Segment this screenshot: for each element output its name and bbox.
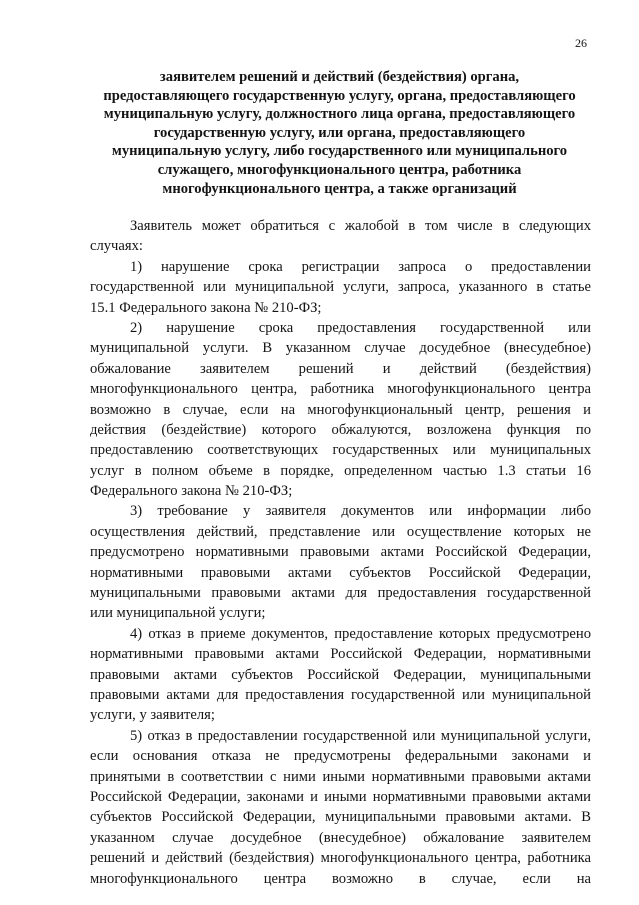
document-body [90,216,591,889]
heading-line: муниципальную услугу, либо государственного или муниципального [111,143,568,160]
list-item-4 [90,624,591,726]
text-line: или муниципальной услуги; [90,605,266,622]
heading-line: служащего, многофункционального центра, работника [157,161,522,178]
text-line: нормативными правовыми актами субъектов Российской Федерации, [90,564,591,581]
text-line: 5) отказ в предоставлении государственной или муниципальной услуги, [130,727,591,744]
text-line: случаях: [90,238,143,255]
text-line: услуги, у заявителя; [90,707,215,724]
list-item-2 [90,318,591,502]
list-item-5 [90,726,591,889]
text-line: принятыми в соответствии с ними иными нормативными правовыми актами [90,768,591,785]
section-heading [88,68,591,198]
text-line: правовыми актами для предоставления государственной или муниципальной [90,686,591,703]
text-line: осуществления действий, представление или осуществление которых не [90,523,591,540]
heading-line: предоставляющего государственную услугу, органа, предоставляющего [103,87,576,104]
text-line: возможно в случае, если на многофункциональный центр, решения и [90,401,591,418]
intro-paragraph [90,216,591,257]
text-line: многофункционального центра возможно в случае, если на [90,870,591,887]
heading-line: государственную услугу, или органа, предоставляющего [153,124,526,141]
heading-line: многофункционального центра, а также организаций [162,180,517,197]
list-item-3 [90,501,591,623]
text-line: Федерального закона № 210-ФЗ; [90,483,293,500]
text-line: предусмотрено нормативными правовыми актами Российской Федерации, [90,544,591,561]
text-line: Заявитель может обратиться с жалобой в том числе в следующих [130,218,591,234]
text-line: указанном случае досудебное (внесудебное) обжалование заявителем [90,829,591,846]
text-line: муниципальной услуги. В указанном случае досудебное (внесудебное) [90,340,591,357]
text-line: действия (бездействие) которого обжалуются, возложена функция по [90,421,591,438]
text-line: 4) отказ в приеме документов, предоставление которых предусмотрено [130,625,591,642]
text-line: субъектов Российской Федерации, муниципальными правовыми актами. В [90,809,591,826]
text-line: предоставлению соответствующих государственных или муниципальных [90,442,591,459]
text-line: если основания отказа не предусмотрены федеральными законами и [90,748,591,765]
page-number: 26 [575,36,587,50]
list-item-1 [90,257,591,318]
text-line: Российской Федерации, законами и иными нормативными правовыми актами [90,788,591,805]
text-line: 15.1 Федерального закона № 210-ФЗ; [90,299,322,316]
text-line: многофункционального центра, работника многофункционального центра [90,381,591,398]
text-line: нормативными правовыми актами Российской Федерации, нормативными [90,646,591,663]
text-line: муниципальными правовыми актами для предоставления государственной [90,585,591,602]
text-line: 1) нарушение срока регистрации запроса о предоставлении [130,258,591,275]
text-line: 3) требование у заявителя документов или информации либо [130,503,591,520]
heading-line: муниципальную услугу, должностного лица органа, предоставляющего [103,106,576,123]
text-line: решений и действий (бездействия) многофункционального центра, работника [90,850,591,867]
heading-line: заявителем решений и действий (бездействия) органа, [159,69,520,85]
text-line: государственной или муниципальной услуги, запроса, указанного в статье [90,279,591,296]
text-line: 2) нарушение срока предоставления государственной или [130,319,591,336]
text-line: обжалование заявителем решений и действий (бездействия) [90,360,591,377]
text-line: услуг в полном объеме в порядке, определенном частью 1.3 статьи 16 [90,462,591,479]
text-line: правовыми актами субъектов Российской Федерации, муниципальными [90,666,591,683]
